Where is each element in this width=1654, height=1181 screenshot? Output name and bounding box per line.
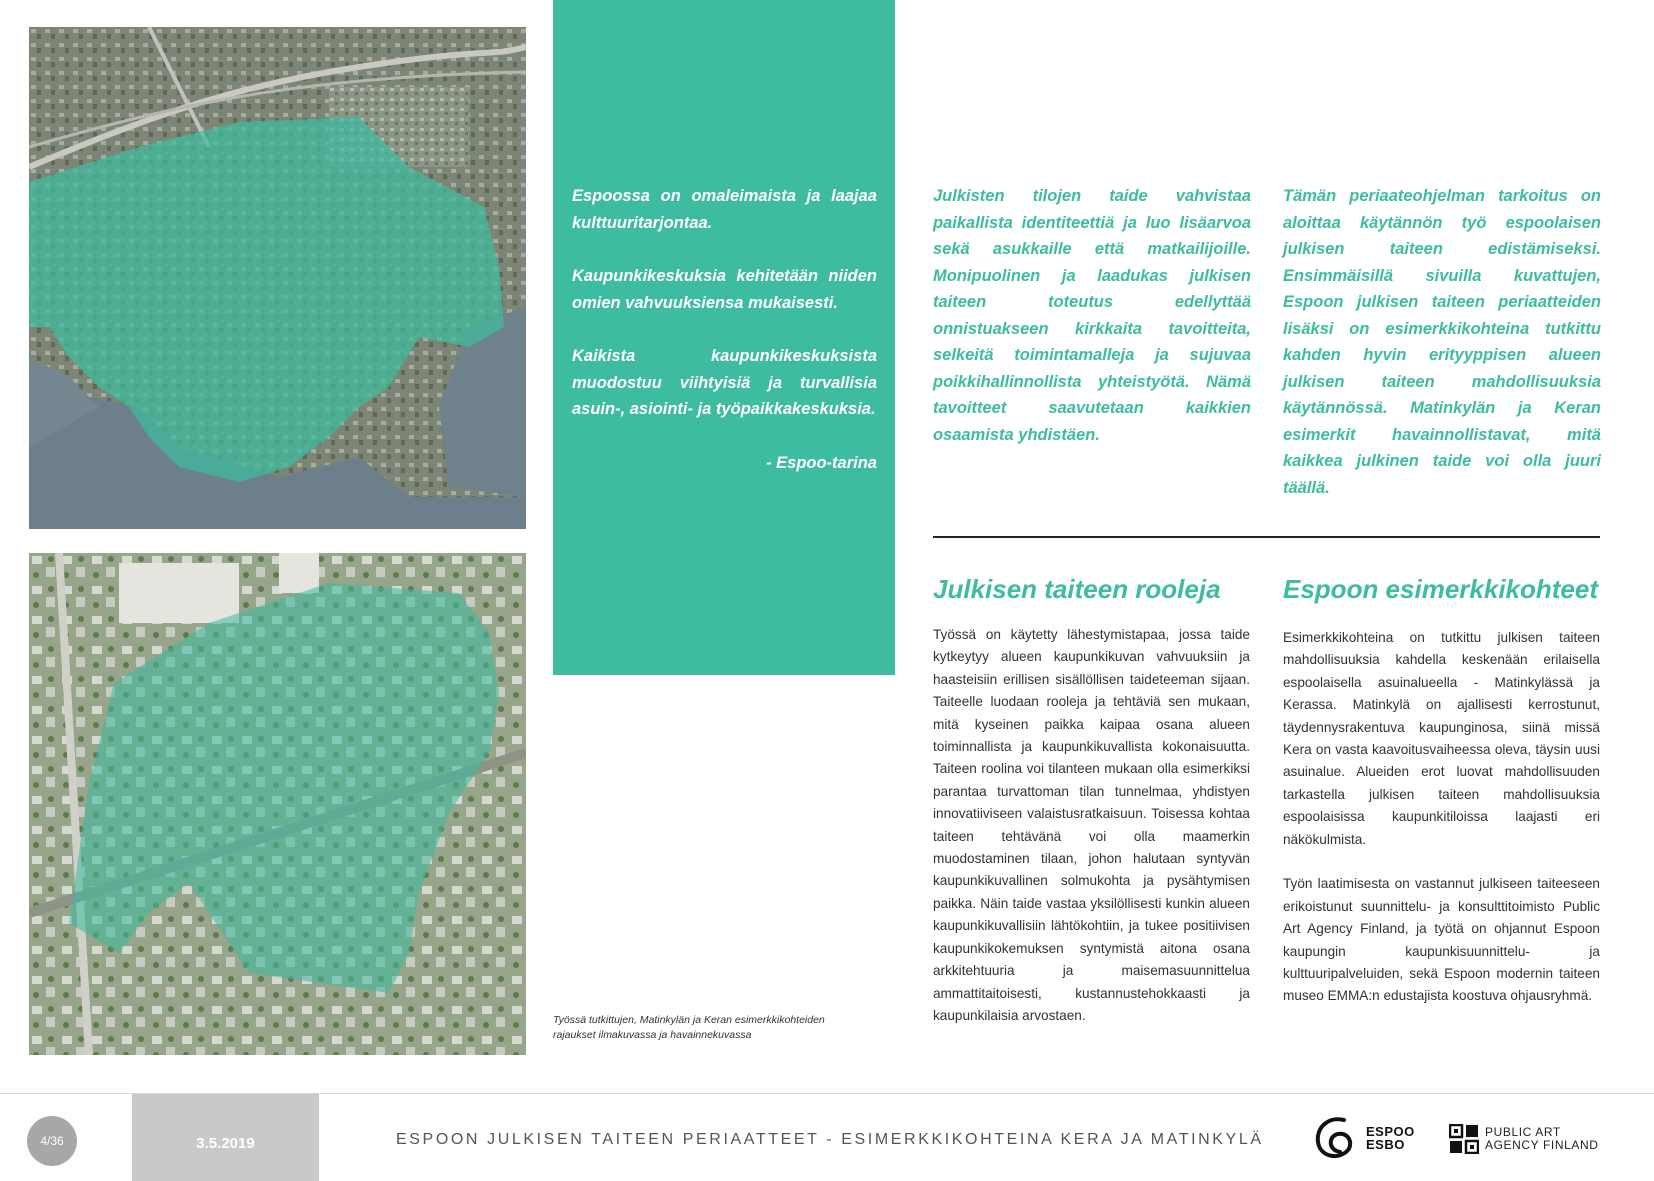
- body-left-column: [933, 624, 1250, 1050]
- agency-mark-icon: [1449, 1124, 1479, 1154]
- espoo-logo-line: ESPOO: [1366, 1124, 1415, 1139]
- intro-left-text: Julkisten tilojen taide vahvistaa paikallista identiteettiä ja luo lisäarvoa sekä asukkaille että matkailijoille. Monipuolinen ja laadukas julkisen taiteen toteutus edellyttää onnistuakseen kirkkaita tavoitteita, selkeitä toimintamalleja ja sujuvaa poikkihallinnollista yhteistyötä. Nämä tavoitteet saavutetaan kaikkien osaamista yhdistäen.: [933, 187, 1251, 444]
- body-paragraph: Esimerkkikohteina on tutkittu julkisen taiteen mahdollisuuksia kahdella keskenään erilaisella espoolaisella asuinalueella - Matinkylässä ja Kerassa. Matinkylä on ajallisesti kerrostunut, täydennysrakentuva kaupunginosa, siinä missä Kera on vasta kaavoitusvaiheessa oleva, täysin uusi asuinalue. Alueiden erot luovat mahdollisuuden tarkastella julkisen taiteen mahdollisuuksia espoolaisissa kaupunkitiloissa laajasti eri näkökulmista.: [1283, 630, 1600, 847]
- espoo-logo: [1310, 1108, 1415, 1168]
- intro-right-text: Tämän periaateohjelman tarkoitus on aloittaa käytännön työ espoolaisen julkisen taiteen edistämiseksi. Ensimmäisillä sivuilla kuvattujen, Espoon julkisen taiteen periaatteiden lisäksi on esimerkkikohteina tutkittu kahden hyvin erityyppisen alueen julkisen taiteen mahdollisuuksia käytännössä. Matinkylän ja Keran esimerkit havainnollistavat, mitä kaikkea julkinen taide voi olla juuri täällä.: [1283, 187, 1601, 497]
- footer-document-title: ESPOON JULKISEN TAITEEN PERIAATTEET - ESIMERKKIKOHTEINA KERA JA MATINKYLÄ: [396, 1131, 1264, 1148]
- page-footer: [0, 1093, 1654, 1181]
- quote-box: [553, 0, 895, 675]
- agency-logo-line: AGENCY FINLAND: [1485, 1138, 1599, 1152]
- footer-date: 3.5.2019: [132, 1094, 319, 1181]
- section-title-examples: Espoon esimerkkikohteet: [1283, 574, 1598, 604]
- body-right-column: [1283, 627, 1600, 1030]
- espoo-logo-line: ESBO: [1366, 1137, 1405, 1152]
- quote-source: - Espoo-tarina: [766, 453, 877, 472]
- agency-logo-line: PUBLIC ART: [1485, 1125, 1561, 1139]
- section-divider: [933, 536, 1600, 538]
- quote-paragraph: Espoossa on omaleimaista ja laajaa kulttuuritarjontaa.: [572, 187, 877, 232]
- public-art-agency-logo: [1449, 1124, 1599, 1154]
- plan-illustration-image: [29, 553, 526, 1055]
- page-number-badge: 4/36: [27, 1116, 77, 1166]
- espoo-swirl-icon: [1310, 1112, 1362, 1164]
- section-title-roles: Julkisen taiteen rooleja: [933, 574, 1221, 604]
- quote-paragraph: Kaupunkikeskuksia kehitetään niiden omien vahvuuksiensa mukaisesti.: [572, 267, 877, 312]
- quote-paragraph: Kaikista kaupunkikeskuksista muodostuu viihtyisiä ja turvallisia asuin-, asiointi- ja työpaikkakeskuksia.: [572, 347, 877, 418]
- body-paragraph: Työssä on käytetty lähestymistapaa, jossa taide kytkeytyy alueen kaupunkikuvan vahvuuksiin ja haasteisiin erillisen sisällöllisen taideteeman sijaan. Taiteelle luodaan rooleja ja tehtäviä sen mukaan, mitä kyseinen paikka kaipaa osana alueen toiminnallista ja kaupunkikuvallista kokonaisuutta. Taiteen roolina voi tilanteen mukaan olla esimerkiksi parantaa turvattoman tilan tunnelmaa, yhdistyen innovatiiviseen valaistusratkaisuun. Toisessa kohtaa taiteen tehtävänä voi olla maamerkin muodostaminen tilaan, johon halutaan syntyvän kaupunkikuvallinen solmukohta ja pysähtymisen paikka. Näin taide vastaa yksilöllisesti kunkin alueen kaupunkikuvallisiin lähtökohtiin, ja tukee positiivisen kaupunkikokemuksen syntymistä aitona osana arkkitehtuuria ja maisemasuunnittelua ammattitaitoisesti, kustannustehokkaasti ja kaupunkilaisia arvostaen.: [933, 627, 1250, 1023]
- map-caption: Työssä tutkittujen, Matinkylän ja Keran esimerkkikohteiden rajaukset ilmakuvassa ja havainnekuvassa: [553, 1014, 825, 1041]
- aerial-map-image: [29, 27, 526, 529]
- body-paragraph: Työn laatimisesta on vastannut julkiseen taiteeseen erikoistunut suunnittelu- ja konsulttitoimisto Public Art Agency Finland, ja työtä on ohjannut Espoon kaupungin kaupunkisuunnittelu- ja kulttuuripalveluiden, sekä Espoon modernin taiteen museo EMMA:n edustajista koostuva ohjausryhmä.: [1283, 876, 1600, 1004]
